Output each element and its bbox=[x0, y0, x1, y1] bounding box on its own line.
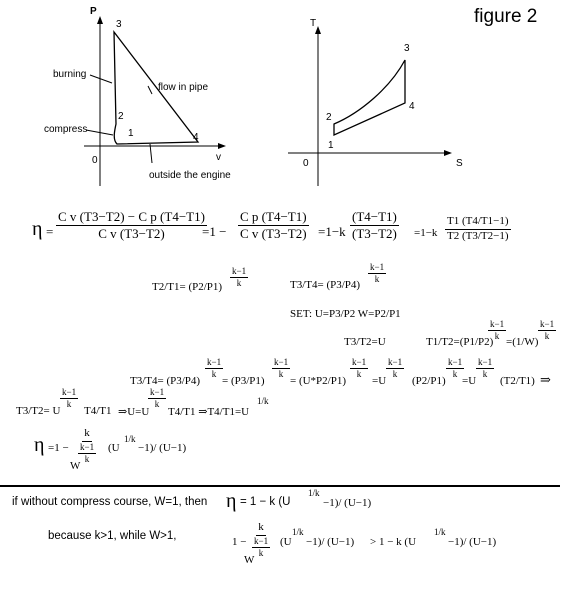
exp-k1-f: $\frac{k-1}{k}$ bbox=[274, 357, 289, 380]
eq2-fraction bbox=[238, 210, 309, 240]
pv-y-arrow bbox=[97, 16, 103, 24]
t1t2-end: =(1/W) bbox=[506, 336, 539, 348]
eq1-denominator: C v (T3−T2) bbox=[98, 225, 165, 241]
eq1-numerator: C v (T3−T2) − C p (T4−T1) bbox=[58, 209, 205, 224]
ts-point-3: 3 bbox=[404, 43, 410, 54]
exp-1k-e: 1/k bbox=[434, 527, 446, 537]
conclusion-line1-c: −1)/ (U−1) bbox=[323, 497, 372, 509]
exp-1k-c: 1/k bbox=[308, 488, 320, 498]
conclusion-line2-a: because k>1, while W>1, bbox=[48, 530, 177, 542]
exp-k1-l: $\frac{k-1}{k}$ bbox=[150, 387, 165, 410]
exp-k1-c: $\frac{k-1}{k}$ bbox=[490, 319, 505, 342]
eq3-mid: =1−k bbox=[414, 227, 438, 239]
conclusion-fraction: k k−1 k bbox=[254, 521, 269, 558]
conclusion-line2-f: −1)/ (U−1) bbox=[448, 536, 497, 548]
eta-final-b: (U bbox=[108, 442, 120, 454]
eta-symbol: η bbox=[32, 218, 43, 240]
line5-c: ⇒U=U bbox=[118, 406, 150, 418]
figure-title: figure 2 bbox=[474, 6, 538, 27]
ts-x-arrow bbox=[444, 150, 452, 156]
pv-y-label: P bbox=[90, 6, 97, 17]
line4-c: = (U*P2/P1) bbox=[290, 375, 347, 387]
line4-b: = (P3/P1) bbox=[222, 375, 265, 387]
eta-final-den-exp: k−1 k bbox=[80, 441, 95, 464]
line5-d: T4/T1 ⇒T4/T1=U bbox=[168, 406, 250, 418]
outside-pointer bbox=[150, 144, 152, 163]
ts-cycle-path bbox=[334, 60, 405, 135]
set-definition: SET: U=P3/P2 W=P2/P1 bbox=[290, 308, 401, 320]
flow-pointer bbox=[148, 86, 152, 94]
ts-x-label: S bbox=[456, 158, 463, 169]
pv-point-4: 4 bbox=[193, 132, 199, 143]
flow-in-pipe-label: flow in pipe bbox=[158, 82, 209, 93]
exp-k1-j: $\frac{k-1}{k}$ bbox=[478, 357, 493, 380]
pv-origin: 0 bbox=[92, 155, 98, 166]
exp-k1-k: $\frac{k-1}{k}$ bbox=[62, 387, 77, 410]
exp-1k-d: 1/k bbox=[292, 527, 304, 537]
eta-final-a: =1 − bbox=[48, 442, 69, 454]
conclusion-den-exp: k−1 k bbox=[254, 535, 269, 558]
line5-a: T3/T2= U bbox=[16, 405, 61, 417]
conclusion-line1-b: = 1 − k (U bbox=[240, 496, 291, 508]
eq1-equals: = bbox=[46, 224, 54, 239]
eq3-numerator: (T4−T1) bbox=[352, 209, 397, 224]
pv-x-arrow bbox=[218, 143, 226, 149]
t1t2-relation: T1/T2=(P1/P2) bbox=[426, 336, 494, 348]
eq2-mid: =1−k bbox=[318, 224, 346, 239]
t2t1-relation: T2/T1= (P2/P1) bbox=[152, 281, 223, 293]
burning-pointer bbox=[90, 75, 112, 83]
exp-k1-b: $\frac{k-1}{k}$ bbox=[370, 262, 385, 285]
line5-b: T4/T1 bbox=[84, 405, 112, 417]
conclusion-line2-c: (U bbox=[280, 536, 292, 548]
conclusion-line2-d: −1)/ (U−1) bbox=[306, 536, 355, 548]
line4-f: =U bbox=[462, 375, 477, 387]
line4-e: (P2/P1) bbox=[412, 375, 446, 387]
eq4-denominator: T2 (T3/T2−1) bbox=[447, 229, 509, 242]
eq1-fraction bbox=[56, 210, 207, 240]
conclusion-eta: η bbox=[226, 490, 237, 512]
exp-k1-i: $\frac{k-1}{k}$ bbox=[448, 357, 463, 380]
conclusion-line2-b: 1 − bbox=[232, 536, 247, 548]
exp-k1-h: $\frac{k-1}{k}$ bbox=[388, 357, 403, 380]
eq2-denominator: C v (T3−T2) bbox=[240, 225, 307, 241]
eq4-fraction bbox=[445, 216, 511, 242]
exp-k1-d: $\frac{k-1}{k}$ bbox=[540, 319, 555, 342]
pv-x-label: v bbox=[216, 152, 221, 163]
eta-final-fraction: k k−1 k bbox=[80, 427, 95, 464]
ts-point-2: 2 bbox=[326, 112, 332, 123]
conclusion-line2-e: > 1 − k (U bbox=[370, 536, 417, 548]
exp-k1-g: $\frac{k-1}{k}$ bbox=[352, 357, 367, 380]
eta-final-w: W bbox=[70, 460, 81, 472]
pv-point-1: 1 bbox=[128, 128, 134, 139]
eq3-denominator: (T3−T2) bbox=[352, 225, 397, 241]
eq3-fraction bbox=[350, 210, 399, 240]
outside-engine-label: outside the engine bbox=[149, 170, 231, 181]
eta-final-c: −1)/ (U−1) bbox=[138, 442, 187, 454]
exp-1k-a: 1/k bbox=[257, 396, 269, 406]
conclusion-line1-a: if without compress course, W=1, then bbox=[12, 496, 208, 508]
t3t4-relation: T3/T4= (P3/P4) bbox=[290, 279, 361, 291]
exp-k1-e: $\frac{k-1}{k}$ bbox=[207, 357, 222, 380]
ts-origin: 0 bbox=[303, 158, 309, 169]
compress-label: compress bbox=[44, 124, 88, 135]
line4-d: =U bbox=[372, 375, 387, 387]
ts-y-label: T bbox=[310, 18, 317, 29]
line4-a: T3/T4= (P3/P4) bbox=[130, 375, 201, 387]
ts-point-4: 4 bbox=[409, 101, 415, 112]
line4-g: (T2/T1) bbox=[500, 375, 535, 387]
eq1-mid: =1 − bbox=[202, 224, 227, 239]
pv-point-2: 2 bbox=[118, 111, 124, 122]
section-divider bbox=[0, 485, 560, 487]
conclusion-w: W bbox=[244, 554, 255, 566]
exp-1k-b: 1/k bbox=[124, 434, 136, 444]
ts-point-1: 1 bbox=[328, 140, 334, 151]
exp-k1-a: $\frac{k-1}{k}$ bbox=[232, 266, 247, 289]
eta-final-symbol: η bbox=[34, 434, 45, 456]
t3t2-u: T3/T2=U bbox=[344, 336, 386, 348]
eq2-numerator: C p (T4−T1) bbox=[240, 209, 307, 224]
burning-label: burning bbox=[53, 69, 87, 80]
pv-point-3: 3 bbox=[116, 19, 122, 30]
eq4-numerator: T1 (T4/T1−1) bbox=[445, 216, 511, 230]
implies-arrow: ⇒ bbox=[540, 372, 551, 387]
